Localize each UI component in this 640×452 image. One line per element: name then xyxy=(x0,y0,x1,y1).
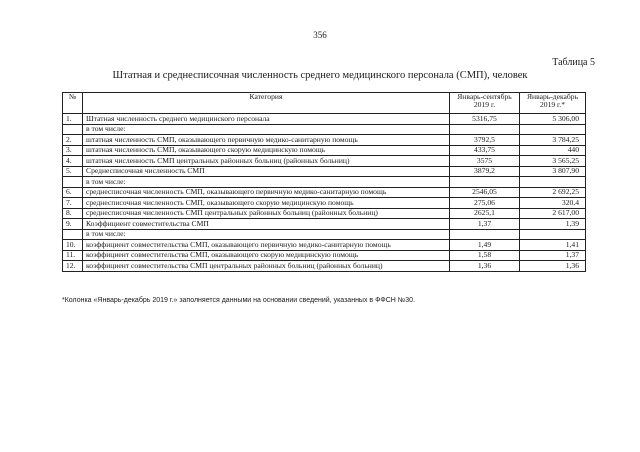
row-value-jan-dec: 440 xyxy=(520,145,586,156)
row-category: коэффициент совместительства СМП центральных районных больниц (районных больниц) xyxy=(83,261,450,272)
row-value-jan-dec: 1,41 xyxy=(520,240,586,251)
row-value-jan-sep xyxy=(450,177,520,188)
row-category: штатная численность СМП, оказывающего скорую медицинскую помощь xyxy=(83,145,450,156)
row-number xyxy=(63,177,83,188)
row-number: 4. xyxy=(63,156,83,167)
page-number: 356 xyxy=(313,30,327,40)
header-category: Категория xyxy=(83,93,450,114)
table-header-row xyxy=(63,93,586,114)
row-number: 1. xyxy=(63,114,83,125)
row-category: в том числе: xyxy=(83,177,450,188)
row-number: 2. xyxy=(63,135,83,146)
row-category: Среднесписочная численность СМП xyxy=(83,166,450,177)
row-value-jan-dec: 320,4 xyxy=(520,198,586,209)
table-body xyxy=(63,114,586,272)
row-value-jan-dec: 1,39 xyxy=(520,219,586,230)
table-label: Таблица 5 xyxy=(552,57,595,68)
table-row xyxy=(63,240,586,251)
row-category: коэффициент совместительства СМП, оказывающего скорую медицинскую помощь xyxy=(83,250,450,261)
row-value-jan-sep: 2546,05 xyxy=(450,187,520,198)
row-category: среднесписочная численность СМП центральных районных больниц (районных больниц) xyxy=(83,208,450,219)
row-value-jan-sep: 3575 xyxy=(450,156,520,167)
row-value-jan-dec: 3 565,25 xyxy=(520,156,586,167)
row-value-jan-dec: 3 807,90 xyxy=(520,166,586,177)
table-row xyxy=(63,208,586,219)
table-row xyxy=(63,229,586,240)
table-row xyxy=(63,187,586,198)
row-number: 6. xyxy=(63,187,83,198)
row-value-jan-dec: 2 617,00 xyxy=(520,208,586,219)
table-row xyxy=(63,261,586,272)
row-value-jan-dec xyxy=(520,177,586,188)
row-number: 7. xyxy=(63,198,83,209)
row-value-jan-sep: 3792,5 xyxy=(450,135,520,146)
row-category: Коэффициент совместительства СМП xyxy=(83,219,450,230)
table-row xyxy=(63,198,586,209)
table-row xyxy=(63,114,586,125)
row-category: коэффициент совместительства СМП, оказывающего первичную медико-санитарную помощь xyxy=(83,240,450,251)
footnote: *Колонка «Январь-декабрь 2019 г.» заполняется данными на основании сведений, указанных в ФФСН №30. xyxy=(62,297,416,304)
table-row xyxy=(63,177,586,188)
row-number: 11. xyxy=(63,250,83,261)
row-category: в том числе: xyxy=(83,229,450,240)
row-value-jan-dec: 3 784,25 xyxy=(520,135,586,146)
staffing-table xyxy=(62,92,586,272)
row-number xyxy=(63,124,83,135)
table-row xyxy=(63,124,586,135)
row-value-jan-sep xyxy=(450,124,520,135)
row-number: 5. xyxy=(63,166,83,177)
row-value-jan-sep: 1,36 xyxy=(450,261,520,272)
row-category: штатная численность СМП, оказывающего первичную медико-санитарную помощь xyxy=(83,135,450,146)
row-value-jan-dec: 1,37 xyxy=(520,250,586,261)
document-title: Штатная и среднесписочная численность среднего медицинского персонала (СМП), человек xyxy=(112,70,528,81)
row-category: среднесписочная численность СМП, оказывающего скорую медицинскую помощь xyxy=(83,198,450,209)
header-jan-sep: Январь-сентябрь 2019 г. xyxy=(450,93,520,114)
table-row xyxy=(63,250,586,261)
row-value-jan-dec xyxy=(520,124,586,135)
row-value-jan-sep: 1,37 xyxy=(450,219,520,230)
row-value-jan-sep: 1,49 xyxy=(450,240,520,251)
row-number: 12. xyxy=(63,261,83,272)
row-value-jan-dec: 1,36 xyxy=(520,261,586,272)
table-row xyxy=(63,166,586,177)
row-value-jan-sep: 3879,2 xyxy=(450,166,520,177)
row-value-jan-sep: 5316,75 xyxy=(450,114,520,125)
row-value-jan-sep: 275,06 xyxy=(450,198,520,209)
row-number xyxy=(63,229,83,240)
table-row xyxy=(63,135,586,146)
row-number: 8. xyxy=(63,208,83,219)
row-number: 10. xyxy=(63,240,83,251)
row-value-jan-sep: 2625,1 xyxy=(450,208,520,219)
row-value-jan-sep xyxy=(450,229,520,240)
row-value-jan-sep: 433,75 xyxy=(450,145,520,156)
row-number: 9. xyxy=(63,219,83,230)
row-value-jan-dec: 2 692,25 xyxy=(520,187,586,198)
table-row xyxy=(63,156,586,167)
row-value-jan-sep: 1,58 xyxy=(450,250,520,261)
row-number: 3. xyxy=(63,145,83,156)
row-category: в том числе: xyxy=(83,124,450,135)
header-number: № xyxy=(63,93,83,114)
row-value-jan-dec xyxy=(520,229,586,240)
row-category: среднесписочная численность СМП, оказывающего первичную медико-санитарную помощь xyxy=(83,187,450,198)
row-category: штатная численность СМП центральных районных больниц (районных больниц) xyxy=(83,156,450,167)
row-category: Штатная численность среднего медицинского персонала xyxy=(83,114,450,125)
header-jan-dec: Январь-декабрь 2019 г.* xyxy=(520,93,586,114)
row-value-jan-dec: 5 306,00 xyxy=(520,114,586,125)
table-row xyxy=(63,145,586,156)
table-row xyxy=(63,219,586,230)
